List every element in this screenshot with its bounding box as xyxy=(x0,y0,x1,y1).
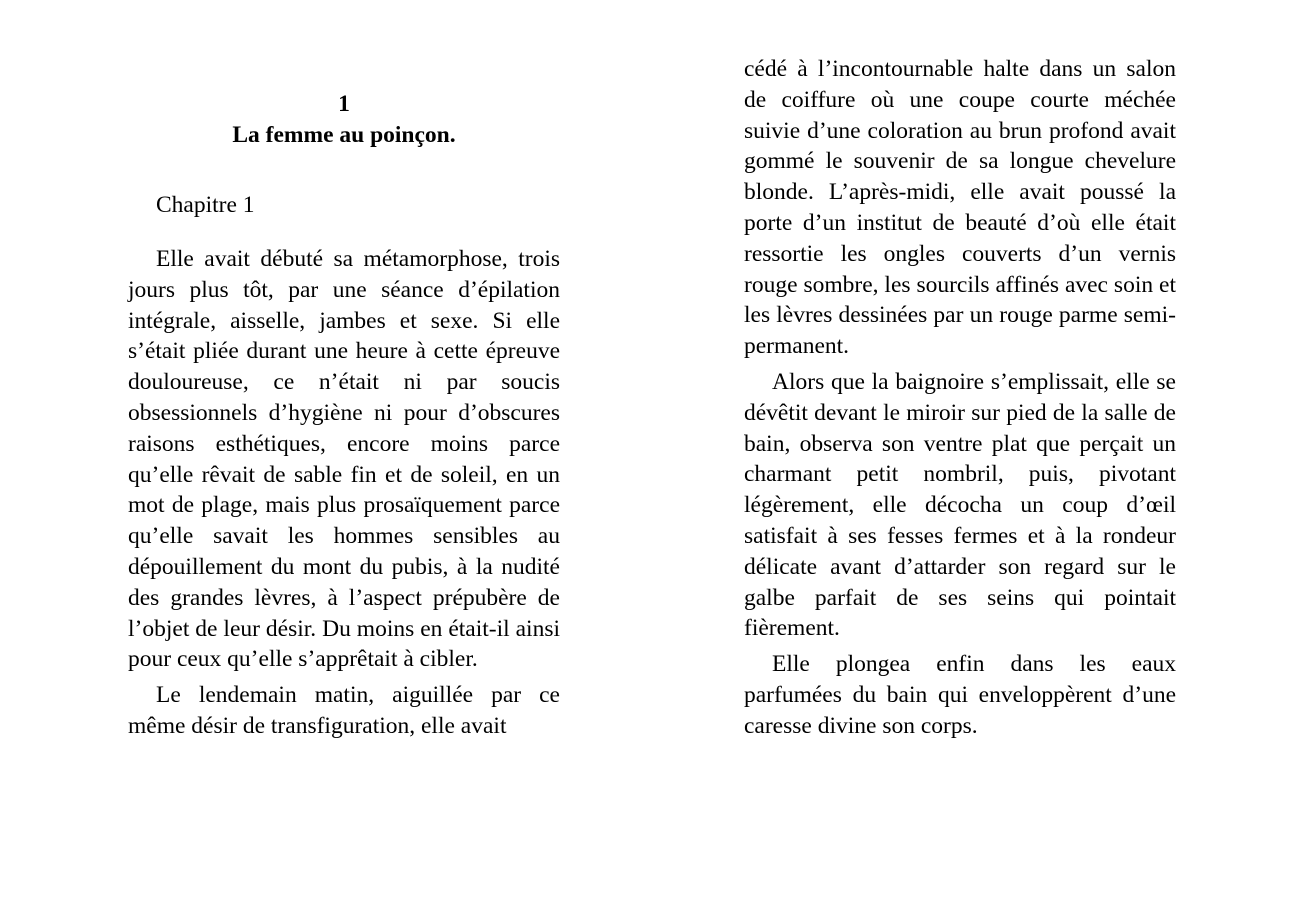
chapter-title: La femme au poinçon. xyxy=(232,122,456,148)
right-page xyxy=(744,54,1176,742)
paragraph: Le lendemain matin, aiguillée par ce même désir de transfiguration, elle avait xyxy=(128,682,560,739)
paragraph: Elle plongea enfin dans les eaux parfumées du bain qui enveloppèrent d’une caresse divine son corps. xyxy=(744,651,1176,739)
paragraph: Alors que la baignoire s’emplissait, elle se dévêtit devant le miroir sur pied de la salle de bain, observa son ventre plat que perçait un charmant petit nombril, puis, pivotant légèrement, elle décocha un coup d’œil satisfait à ses fesses fermes et à la rondeur délicate avant d’attarder son regard sur le galbe parfait de ses seins qui pointait fièrement. xyxy=(744,368,1176,642)
paragraph-continuation: cédé à l’incontournable halte dans un salon de coiffure où une coupe courte méchée suivie d’une coloration au brun profond avait gommé le souvenir de sa longue chevelure blonde. L’après-midi, elle avait poussé la porte d’un institut de beauté d’où elle était ressortie les ongles couverts d’un vernis rouge sombre, les sourcils affinés avec soin et les lèvres dessinées par un rouge parme semi-permanent. xyxy=(744,56,1176,360)
left-page xyxy=(128,0,560,742)
paragraph: Elle avait débuté sa métamorphose, trois jours plus tôt, par une séance d’épilation intégrale, aisselle, jambes et sexe. Si elle s’était pliée durant une heure à cette épreuve douloureuse, ce n’était ni par soucis obsessionnels d’hygiène ni pour d’obscures raisons esthétiques, encore moins parce qu’elle rêvait de sable fin et de soleil, en un mot de plage, mais plus prosaïquement parce qu’elle savait les hommes sensibles au dépouillement du mont du pubis, à la nudité des grandes lèvres, à l’aspect prépubère de l’objet de leur désir. Du moins en était-il ainsi pour ceux qu’elle s’apprêtait à cibler. xyxy=(128,246,560,673)
chapter-label: Chapitre 1 xyxy=(156,192,255,218)
chapter-number: 1 xyxy=(338,91,350,117)
